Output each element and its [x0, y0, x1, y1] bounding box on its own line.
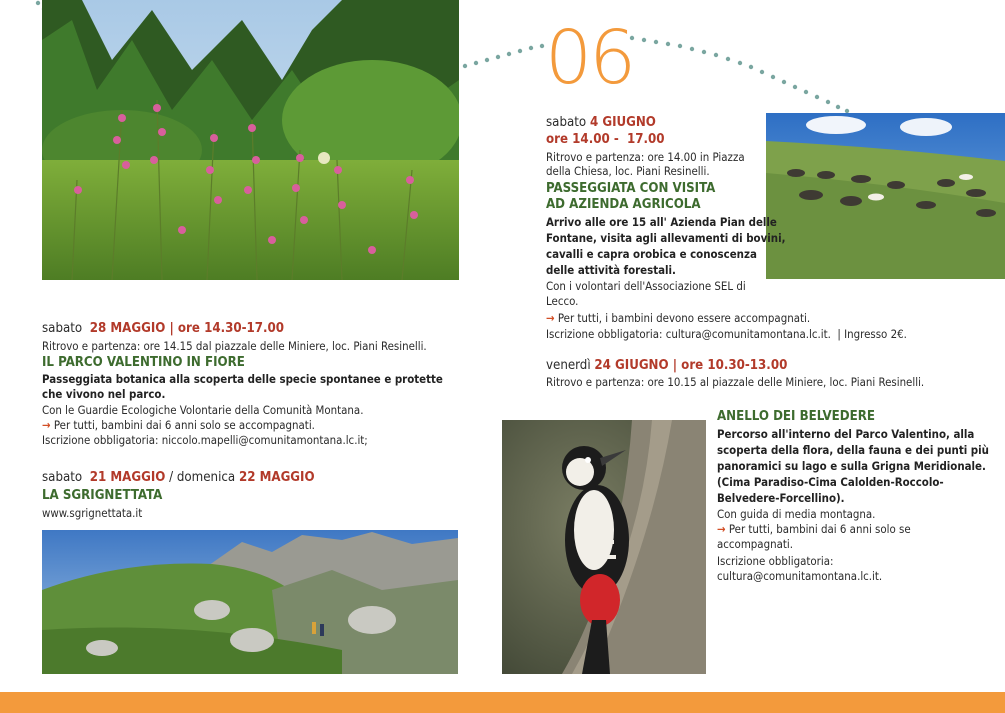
page-number: 06: [545, 15, 634, 101]
forest-lilies-photo: [42, 0, 459, 280]
event4-children-1: Per tutti, bambini dai 6 anni solo se: [728, 522, 911, 536]
event4-children-line: [717, 522, 911, 537]
cows-pasture-photo: [766, 113, 1005, 279]
event3-volunteers-2: Lecco.: [546, 294, 579, 308]
arrow-icon: →: [717, 522, 726, 536]
event2-day2: domenica: [176, 470, 236, 485]
event3-volunteers-1: Con i volontari dell'Associazione SEL di: [546, 279, 746, 293]
event3-desc-1: Arrivo alle ore 15 all' Azienda Pian delle: [546, 215, 777, 229]
event1-description: Passeggiata botanica alla scoperta delle specie spontanee e protette che vivono nel parco.: [42, 372, 443, 401]
event4-day: venerdì: [546, 358, 591, 373]
event2-title: LA SGRIGNETTATA: [42, 488, 163, 503]
event3-desc-3: cavalli e capra orobica e conoscenza: [546, 247, 757, 261]
event4-desc-1: Percorso all'interno del Parco Valentino, alla: [717, 427, 975, 441]
event4-registration-1: Iscrizione obbligatoria:: [717, 554, 834, 568]
event3-desc-4: delle attività forestali.: [546, 263, 676, 277]
event2-date2: 22 MAGGIO: [238, 470, 315, 485]
event2-date-line: [42, 470, 315, 486]
event4-title: ANELLO DEI BELVEDERE: [717, 409, 875, 424]
event4-date-time: 24 GIUGNO | ore 10.30-13.00: [594, 358, 788, 373]
arrow-icon: →: [42, 418, 51, 432]
event3-date-line: [546, 115, 656, 131]
event4-desc-4: (Cima Paradiso-Cima Calolden-Roccolo-: [717, 475, 944, 489]
event2-day1: sabato: [42, 470, 83, 485]
event4-desc-5: Belvedere-Forcellino).: [717, 491, 845, 505]
event3-children-line: [546, 311, 810, 326]
event1-meeting: Ritrovo e partenza: ore 14.15 dal piazzale delle Miniere, loc. Piani Resinelli.: [42, 339, 427, 353]
event2-website[interactable]: www.sgrignettata.it: [42, 506, 143, 520]
event3-day: sabato: [546, 115, 587, 130]
event3-date: 4 GIUGNO: [589, 115, 656, 130]
event3-meeting-1: Ritrovo e partenza: ore 14.00 in Piazza: [546, 150, 745, 164]
event4-desc-3: panoramici su lago e sulla Grigna Meridionale.: [717, 459, 986, 473]
event1-children-note: Per tutti, bambini dai 6 anni solo se accompagnati.: [53, 418, 315, 432]
event4-children-2: accompagnati.: [717, 537, 793, 551]
event3-title-1: PASSEGGIATA CON VISITA: [546, 181, 716, 196]
event1-date-time: 28 MAGGIO | ore 14.30-17.00: [89, 321, 285, 336]
arrow-icon: →: [546, 311, 555, 325]
event3-meeting-2: della Chiesa, loc. Piani Resinelli.: [546, 164, 710, 178]
footer-orange-bar: [0, 692, 1005, 713]
event4-date-line: [546, 358, 787, 374]
event3-time: ore 14.00 - 17.00: [546, 132, 665, 147]
event4-guide: Con guida di media montagna.: [717, 507, 876, 521]
event2-separator: /: [169, 470, 174, 485]
event1-title: IL PARCO VALENTINO IN FIORE: [42, 355, 245, 370]
event4-desc-2: scoperta della flora, della fauna e dei punti più: [717, 443, 989, 457]
event2-date1: 21 MAGGIO: [89, 470, 166, 485]
woodpecker-photo: [502, 420, 706, 674]
event3-children-note: Per tutti, i bambini devono essere accompagnati.: [557, 311, 811, 325]
event3-desc-2: Fontane, visita agli allevamenti di bovini,: [546, 231, 786, 245]
event3-registration: Iscrizione obbligatoria: cultura@comunitamontana.lc.it. | Ingresso 2€.: [546, 327, 907, 341]
event1-registration: Iscrizione obbligatoria: niccolo.mapelli@comunitamontana.lc.it;: [42, 433, 368, 447]
event1-day: sabato: [42, 321, 83, 336]
event1-guide: Con le Guardie Ecologiche Volontarie della Comunità Montana.: [42, 403, 364, 417]
event1-children-line: [42, 418, 315, 433]
event4-meeting: Ritrovo e partenza: ore 10.15 al piazzale delle Miniere, loc. Piani Resinelli.: [546, 375, 925, 389]
event4-registration-2: cultura@comunitamontana.lc.it.: [717, 569, 883, 583]
event3-title-2: AD AZIENDA AGRICOLA: [546, 197, 701, 212]
mountain-trail-photo: [42, 530, 458, 674]
event1-date-line: [42, 321, 284, 337]
